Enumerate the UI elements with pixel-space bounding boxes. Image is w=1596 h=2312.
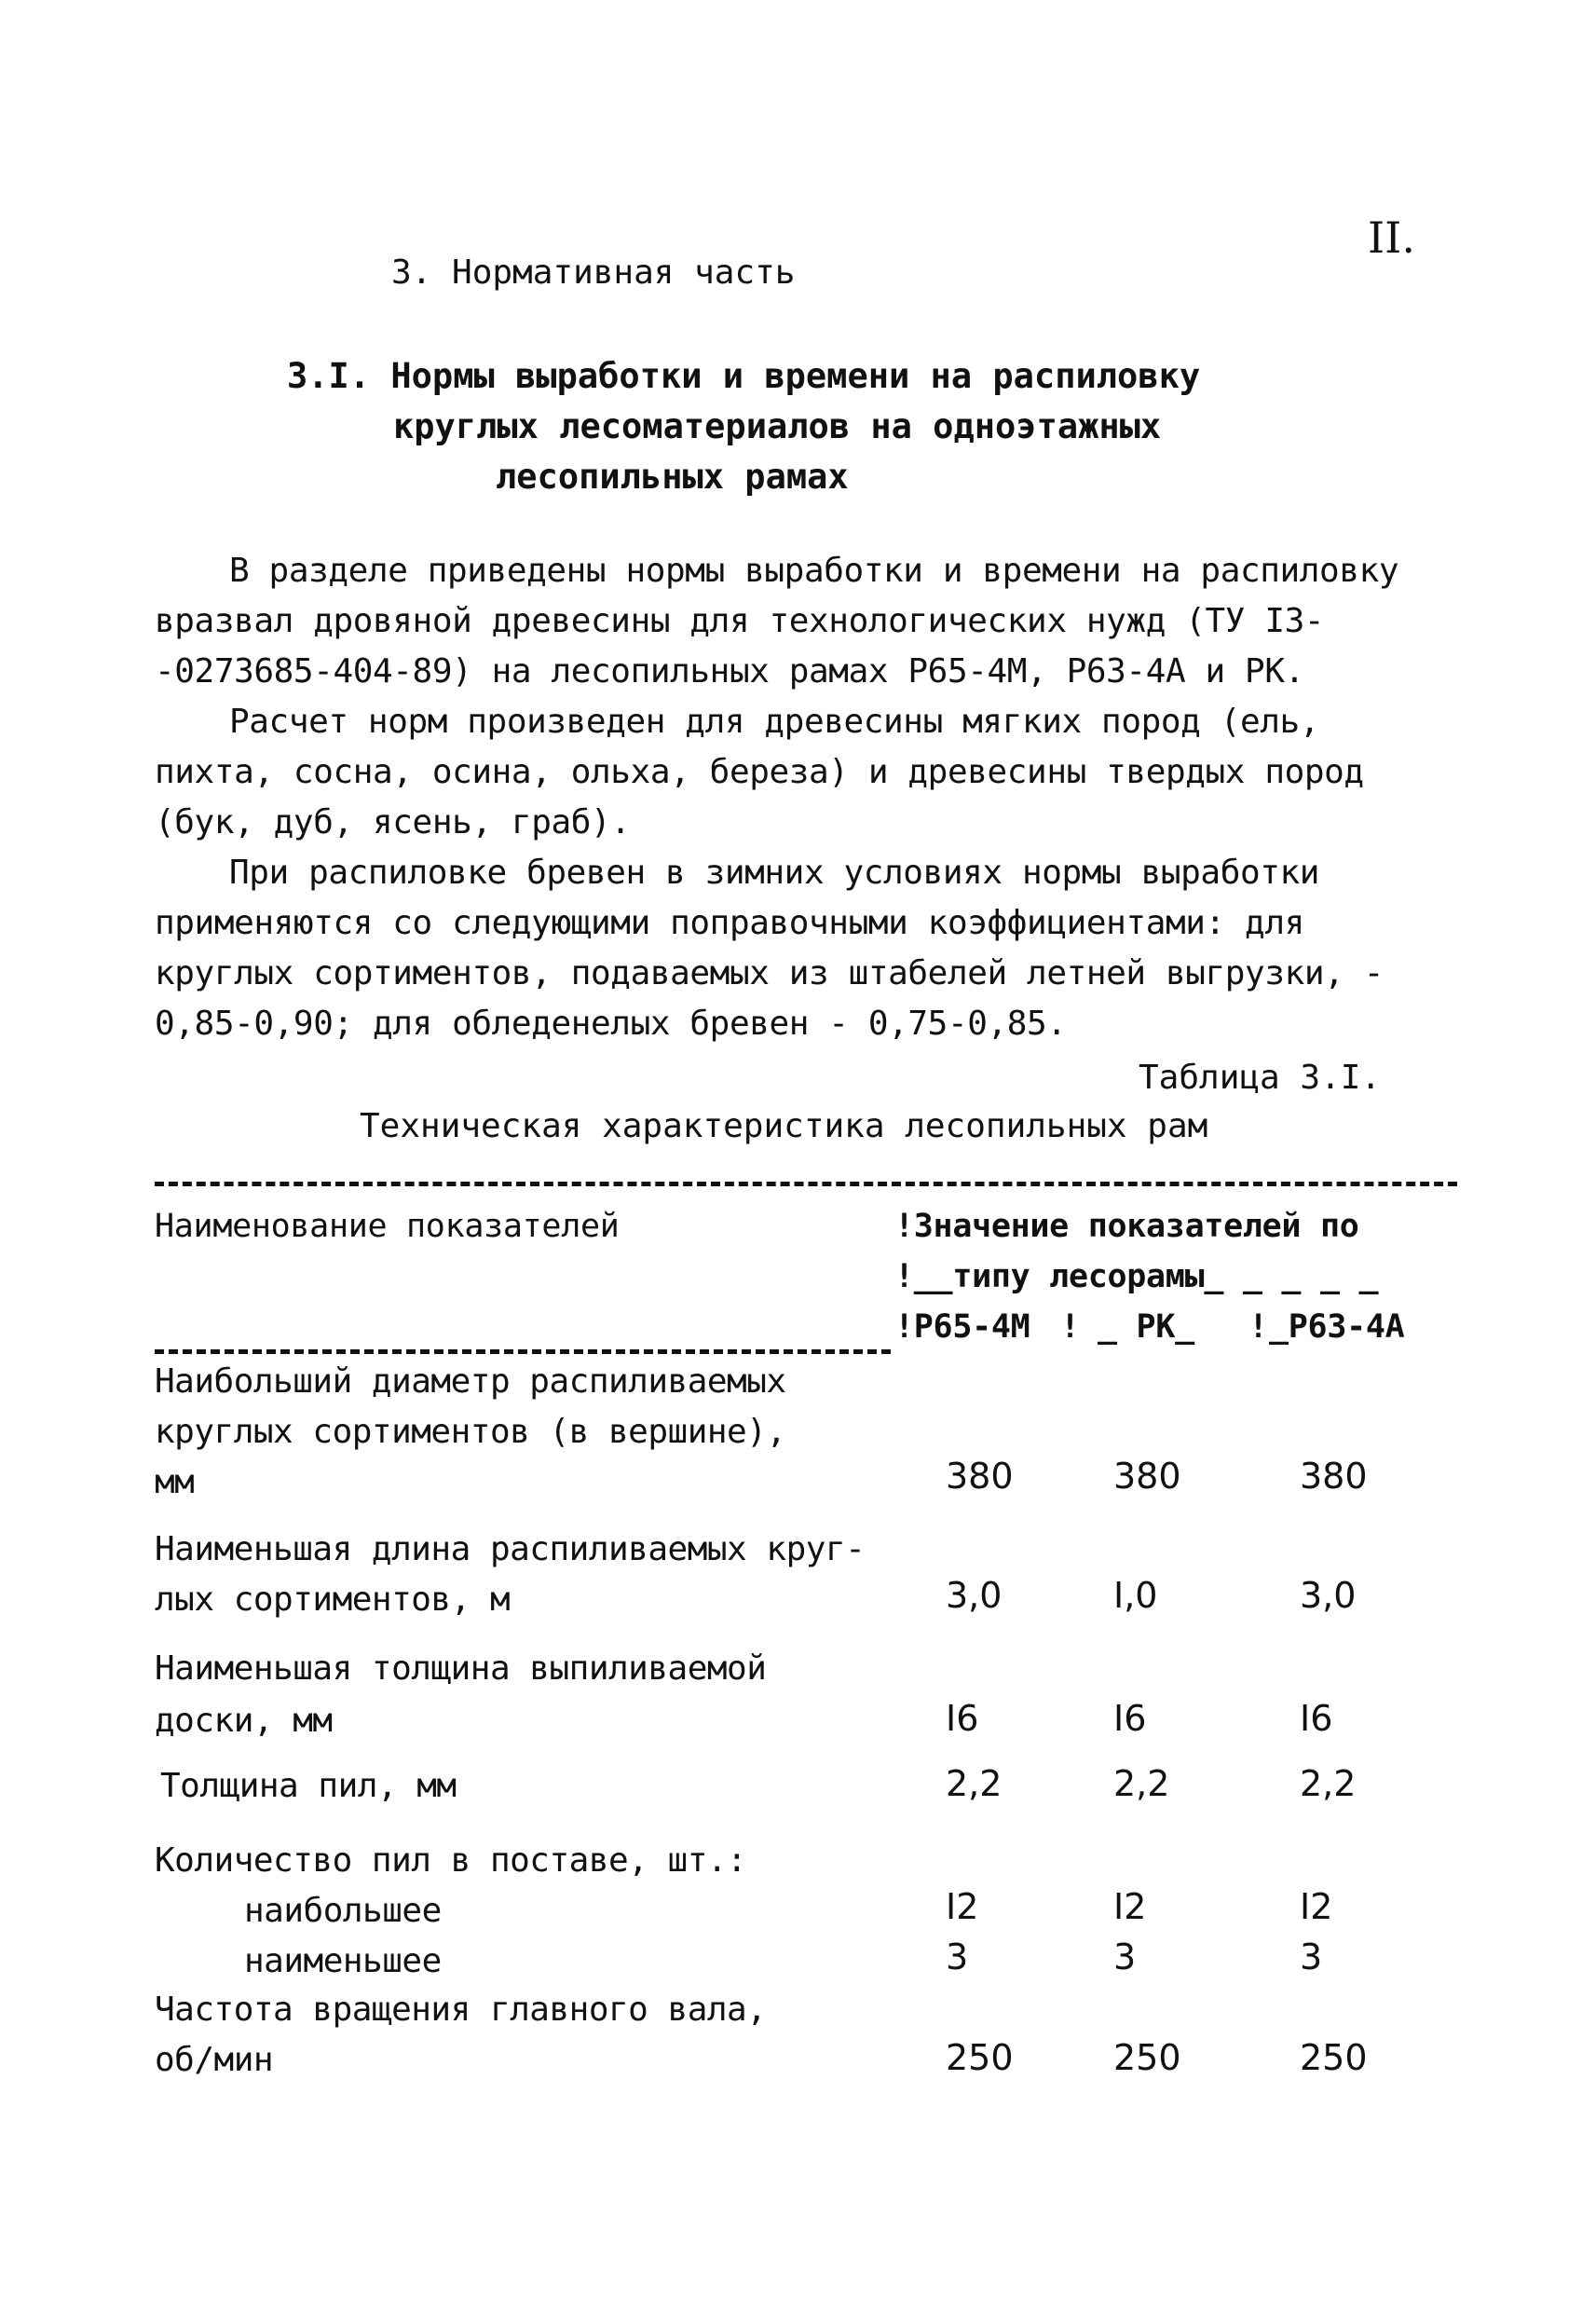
subsection-title-line3: лесопильных рамах xyxy=(496,457,849,497)
row-saw-count-max-r63-4a: I2 xyxy=(1300,1886,1333,1927)
row-min-length-label-line2: лых сортиментов, м xyxy=(155,1580,511,1619)
paragraph-3-line3: круглых сортиментов, подаваемых из штабелей летней выгрузки, - xyxy=(155,954,1384,992)
header-col-r63-4a: _Р63-4А xyxy=(1269,1308,1405,1346)
row-min-board-rk: I6 xyxy=(1113,1698,1147,1739)
paragraph-2-line2: пихта, сосна, осина, ольха, береза) и древесины твердых пород xyxy=(155,753,1364,791)
row-shaft-speed-label-line1: Частота вращения главного вала, xyxy=(155,1991,767,2029)
row-saw-count-min-r65-4m: 3 xyxy=(946,1936,969,1977)
header-indicator-name: Наименование показателей xyxy=(155,1208,620,1245)
row-shaft-speed-r65-4m: 250 xyxy=(946,2037,1014,2078)
subsection-title-line1: 3.I. Нормы выработки и времени на распиловку xyxy=(287,356,1201,396)
row-saw-thickness-r65-4m: 2,2 xyxy=(946,1763,1003,1804)
row-saw-thickness-label: Толщина пил, мм xyxy=(160,1767,457,1805)
table-title: Техническая характеристика лесопильных рам xyxy=(360,1107,1208,1145)
paragraph-2-line1: Расчет норм произведен для древесины мягких пород (ель, xyxy=(229,703,1320,741)
row-max-diameter-rk: 380 xyxy=(1113,1456,1181,1497)
row-shaft-speed-rk: 250 xyxy=(1113,2037,1181,2078)
row-min-board-r65-4m: I6 xyxy=(946,1698,979,1739)
row-saw-thickness-r63-4a: 2,2 xyxy=(1300,1763,1357,1804)
header-bottom-rule xyxy=(155,1349,891,1354)
header-group-line1: !Значение показателей по xyxy=(894,1208,1359,1245)
header-group-line2: !__типу лесорамы_ _ _ _ _ xyxy=(894,1258,1379,1295)
header-separator-1: ! xyxy=(1060,1308,1080,1346)
row-saw-count-label: Количество пил в поставе, шт.: xyxy=(155,1841,747,1880)
row-max-diameter-label-line2: круглых сортиментов (в вершине), xyxy=(155,1413,786,1451)
row-min-length-r65-4m: 3,0 xyxy=(946,1575,1003,1616)
table-top-rule xyxy=(155,1182,1457,1186)
row-min-length-rk: I,0 xyxy=(1113,1575,1158,1616)
paragraph-3-line4: 0,85-0,90; для обледенелых бревен - 0,75-0,85. xyxy=(155,1005,1067,1043)
section-heading: 3. Нормативная часть xyxy=(391,253,796,292)
row-shaft-speed-r63-4a: 250 xyxy=(1300,2037,1368,2078)
header-col-r65-4m: !Р65-4М xyxy=(894,1308,1030,1346)
page-number: II. xyxy=(1368,212,1415,263)
table-number: Таблица 3.I. xyxy=(1139,1059,1382,1097)
row-saw-count-max-rk: I2 xyxy=(1113,1886,1147,1927)
row-saw-count-min-rk: 3 xyxy=(1113,1936,1137,1977)
row-saw-count-min-label: наименьшее xyxy=(244,1942,442,1980)
row-max-diameter-r65-4m: 380 xyxy=(946,1456,1014,1497)
row-saw-count-max-label: наибольшее xyxy=(244,1892,442,1930)
paragraph-3-line2: применяются со следующими поправочными коэффициентами: для xyxy=(155,904,1304,942)
header-col-rk: _ РК_ xyxy=(1098,1308,1194,1346)
paragraph-2-line3: (бук, дуб, ясень, граб). xyxy=(155,803,631,841)
row-saw-count-max-r65-4m: I2 xyxy=(946,1886,979,1927)
row-max-diameter-label-line1: Наибольший диаметр распиливаемых xyxy=(155,1362,786,1401)
row-min-length-r63-4a: 3,0 xyxy=(1300,1575,1357,1616)
paragraph-1-line3: -0273685-404-89) на лесопильных рамах Р65-4М, Р63-4А и РК. xyxy=(155,652,1304,691)
paragraph-1-line1: В разделе приведены нормы выработки и времени на распиловку xyxy=(229,552,1399,590)
subsection-title-line2: круглых лесоматериалов на одноэтажных xyxy=(393,406,1162,446)
row-shaft-speed-label-line2: об/мин xyxy=(155,2041,274,2079)
row-saw-thickness-rk: 2,2 xyxy=(1113,1763,1170,1804)
paragraph-1-line2: вразвал дровяной древесины для технологических нужд (ТУ I3- xyxy=(155,602,1325,640)
header-separator-2: ! xyxy=(1248,1308,1268,1346)
row-max-diameter-r63-4a: 380 xyxy=(1300,1456,1368,1497)
row-min-board-label-line1: Наименьшая толщина выпиливаемой xyxy=(155,1649,767,1688)
row-min-board-r63-4a: I6 xyxy=(1300,1698,1333,1739)
row-max-diameter-label-line3: мм xyxy=(155,1463,195,1501)
paragraph-3-line1: При распиловке бревен в зимних условиях нормы выработки xyxy=(229,854,1320,892)
row-min-length-label-line1: Наименьшая длина распиливаемых круг- xyxy=(155,1530,866,1568)
row-saw-count-min-r63-4a: 3 xyxy=(1300,1936,1323,1977)
row-min-board-label-line2: доски, мм xyxy=(155,1702,333,1740)
